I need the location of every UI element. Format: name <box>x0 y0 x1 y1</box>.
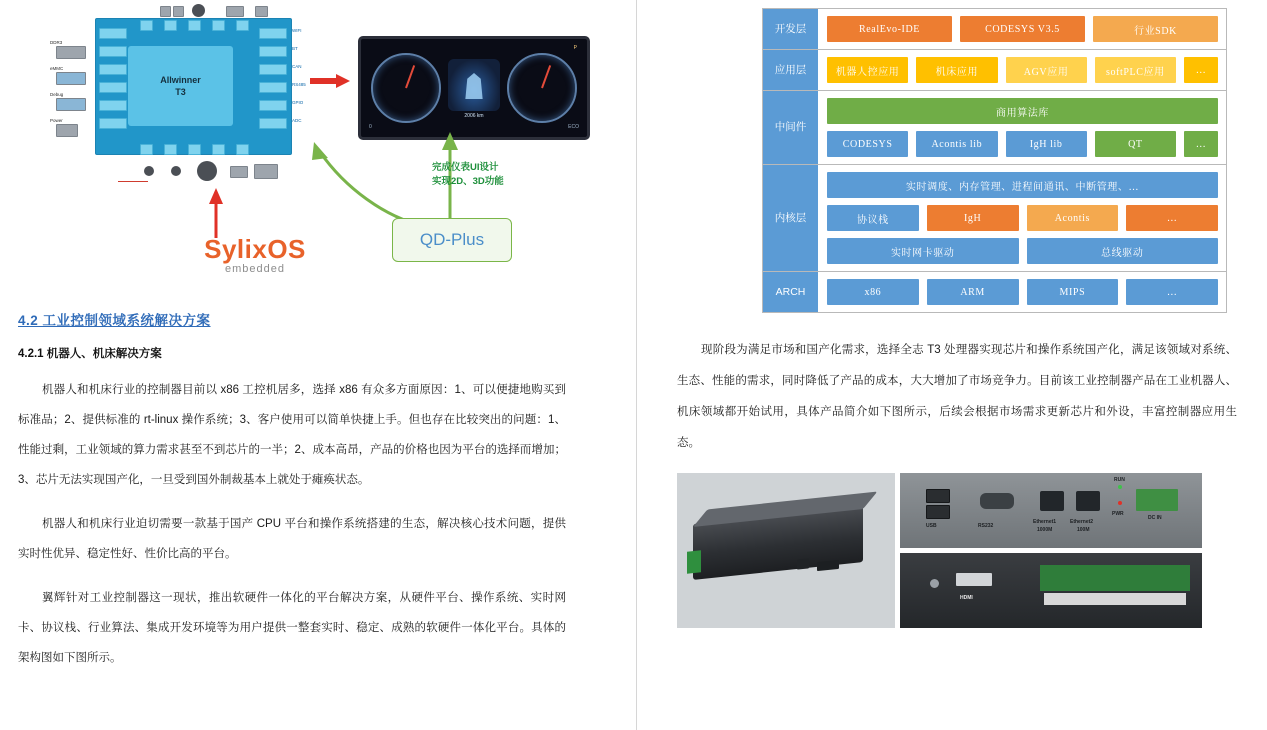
soc-brand: Allwinner <box>160 75 201 85</box>
peripheral-block <box>56 124 78 137</box>
stack-row-content <box>819 272 1226 312</box>
stack-row <box>763 9 1226 50</box>
stack-cell[interactable]: QT <box>1095 131 1176 157</box>
green-arrow-icon <box>290 136 420 226</box>
stack-row-content <box>819 9 1226 49</box>
stack-cell[interactable]: … <box>1184 131 1218 157</box>
stack-cell[interactable]: softPLC应用 <box>1095 57 1176 83</box>
port-label-dcin: DC IN <box>1148 515 1162 521</box>
sylixos-logo <box>160 234 350 275</box>
stack-cell[interactable]: 机床应用 <box>916 57 997 83</box>
cluster-left-text: 0 <box>369 124 372 130</box>
product-photos <box>677 473 1202 628</box>
sylixos-subtitle: embedded <box>225 263 285 275</box>
stack-row-label: 中间件 <box>763 91 819 164</box>
product-photo-ports <box>900 473 1202 628</box>
stack-cell[interactable]: 协议栈 <box>827 205 919 231</box>
stack-cell[interactable]: 总线驱动 <box>1027 238 1219 264</box>
soc-model: T3 <box>175 87 186 97</box>
subsection-heading: 4.2.1 机器人、机床解决方案 <box>18 348 162 360</box>
cluster-right-text: ECO <box>568 124 579 130</box>
stack-row <box>763 165 1226 272</box>
cluster-odometer: 2006 km <box>464 113 484 119</box>
stack-cell[interactable]: 实时调度、内存管理、进程间通讯、中断管理、… <box>827 172 1218 198</box>
paragraph: 现阶段为满足市场和国产化需求，选择全志 T3 处理器实现芯片和操作系统国产化，满足该领域对系统、生态、性能的需求，同时降低了产品的成本，大大增加了市场竞争力。目前该工业控制器产品在工业机器人、机床领域都开始试用，具体产品简介如下图所示，后续会根据市场需求更新芯片和外设，丰富控制器应用生态。 <box>677 344 1237 449</box>
instrument-cluster-image <box>358 36 590 140</box>
stack-row-content <box>819 91 1226 164</box>
port-label-ethernet1: Ethernet1 <box>1033 519 1057 525</box>
soc-chip <box>128 46 233 126</box>
back-panel-photo <box>900 553 1202 628</box>
stack-cell[interactable]: 实时网卡驱动 <box>827 238 1019 264</box>
stack-row-content <box>819 50 1226 90</box>
peripheral-block <box>56 98 86 111</box>
component-block <box>173 6 184 17</box>
port-label-usb: USB <box>926 523 937 529</box>
ui-feature-note-line2: 实现2D、3D功能 <box>432 176 504 187</box>
port-label-hdmi: HDMI <box>960 595 973 601</box>
component-block <box>226 6 244 17</box>
red-arrow-icon <box>310 74 350 88</box>
stack-row-label: 内核层 <box>763 165 819 271</box>
port-label-run: RUN <box>1114 477 1125 483</box>
sylixos-name: SylixOS <box>204 234 306 264</box>
stack-cell[interactable]: … <box>1184 57 1218 83</box>
software-stack-diagram <box>762 8 1227 313</box>
product-photo-device <box>677 473 895 628</box>
component-round <box>192 4 205 17</box>
component-block <box>160 6 171 17</box>
ui-feature-note <box>432 161 504 189</box>
stack-cell[interactable]: CODESYS <box>827 131 908 157</box>
stack-cell[interactable]: IgH <box>927 205 1019 231</box>
port-label-ethernet2: Ethernet2 <box>1070 519 1094 525</box>
qd-plus-label: QD-Plus <box>419 230 485 249</box>
port-label-ethernet2-speed: 100M <box>1077 527 1090 533</box>
component-block <box>255 6 268 17</box>
stack-row-label: 开发层 <box>763 9 819 49</box>
stack-cell[interactable]: x86 <box>827 279 919 305</box>
stack-cell[interactable]: ARM <box>927 279 1019 305</box>
stack-cell[interactable]: IgH lib <box>1006 131 1087 157</box>
peripheral-block <box>56 46 86 59</box>
cluster-badge: P <box>573 45 577 51</box>
stack-cell[interactable]: AGV应用 <box>1006 57 1087 83</box>
stack-cell[interactable]: … <box>1126 279 1218 305</box>
right-column <box>637 0 1267 730</box>
paragraph: 机器人和机床行业迫切需要一款基于国产 CPU 平台和操作系统搭建的生态，解决核心技术问题，提供实时性优异、稳定性好、性价比高的平台。 <box>18 518 566 560</box>
stack-row <box>763 50 1226 91</box>
peripheral-block <box>56 72 86 85</box>
stack-cell[interactable]: 行业SDK <box>1093 16 1218 42</box>
stack-row <box>763 272 1226 312</box>
stack-cell[interactable]: 机器人控应用 <box>827 57 908 83</box>
stack-row-label: ARCH <box>763 272 819 312</box>
soc-solution-diagram: Allwinner T3 WIFI BT CAN RS485 GPIO ADC DDR3 eMMC Debug Power P 2006 km 0 ECO 完成仪表UI设计 实现2D、3D功能 SylixOS embedded QD-Plus <box>40 6 585 291</box>
ui-feature-note-line1: 完成仪表UI设计 <box>432 162 499 173</box>
red-arrow-up-icon <box>206 186 226 238</box>
stack-cell[interactable]: RealEvo-IDE <box>827 16 952 42</box>
stack-cell[interactable]: 商用算法库 <box>827 98 1218 124</box>
stack-cell[interactable]: MIPS <box>1027 279 1119 305</box>
section-heading: 4.2 工业控制领域系统解决方案 <box>18 313 211 328</box>
stack-row-content <box>819 165 1226 271</box>
stack-cell[interactable]: CODESYS V3.5 <box>960 16 1085 42</box>
paragraph: 机器人和机床行业的控制器目前以 x86 工控机居多，选择 x86 有众多方面原因：1、可以便捷地购买到标准品；2、提供标准的 rt-linux 操作系统；3、客户使用可以简单快捷上手。但也存在比较突出的问题：1、性能过剩，工业领域的算力需求甚至不到芯片的一半；2、成本高昂，产品的价格也因为平台的选择而增加；3、芯片无法实现国产化，一旦受到国外制裁基本上就处于瘫痪状态。 <box>18 384 566 486</box>
stack-cell[interactable]: … <box>1126 205 1218 231</box>
stack-cell[interactable]: Acontis lib <box>916 131 997 157</box>
stack-cell[interactable]: Acontis <box>1027 205 1119 231</box>
port-label-pwr: PWR <box>1112 511 1124 517</box>
paragraph: 翼辉针对工业控制器这一现状，推出软硬件一体化的平台解决方案，从硬件平台、操作系统、实时网卡、协议栈、行业算法、集成开发环境等为用户提供一整套实时、稳定、成熟的软硬件一体化平台。具体的架构图如下图所示。 <box>18 592 566 664</box>
port-label-rs232: RS232 <box>978 523 994 529</box>
stack-row <box>763 91 1226 165</box>
port-label-ethernet1-speed: 1000M <box>1037 527 1053 533</box>
stack-row-label: 应用层 <box>763 50 819 90</box>
front-panel-photo <box>900 473 1202 548</box>
qd-plus-box <box>392 218 512 262</box>
